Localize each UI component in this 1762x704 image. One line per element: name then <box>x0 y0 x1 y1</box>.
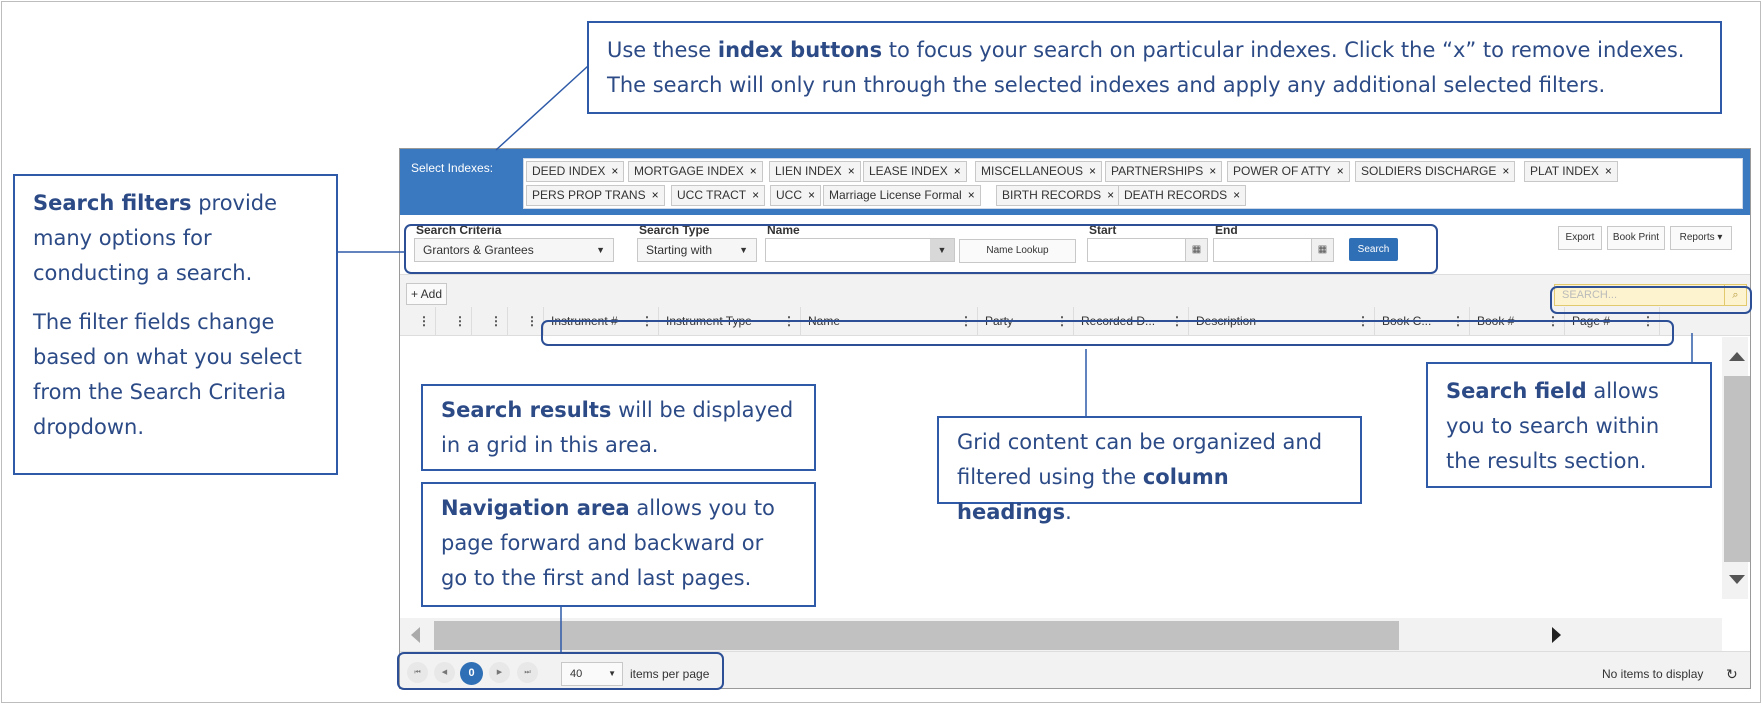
name-label: Name <box>767 223 800 237</box>
page-size-value: 40 <box>570 668 583 680</box>
column-label: Book C... <box>1382 314 1432 328</box>
chip-label: MORTGAGE INDEX <box>634 164 744 178</box>
close-icon[interactable]: × <box>1107 188 1115 202</box>
add-button[interactable]: + Add <box>406 283 447 305</box>
vertical-scrollbar[interactable] <box>1722 337 1748 599</box>
index-chip[interactable] <box>1524 161 1618 182</box>
chevron-down-icon: ▼ <box>739 245 748 255</box>
chip-label: PARTNERSHIPS <box>1111 164 1204 178</box>
callout-text: The filter fields change based on what you select from the Search Criteria dropdown. <box>33 310 302 439</box>
search-icon[interactable]: ⌕ <box>1724 285 1746 305</box>
refresh-icon[interactable]: ↻ <box>1726 666 1738 682</box>
column-menu-icon[interactable]: ⋮ <box>1547 314 1559 328</box>
column-label: Instrument # <box>551 314 618 328</box>
close-icon[interactable]: × <box>1502 164 1510 178</box>
scroll-up-icon[interactable] <box>1729 352 1745 361</box>
search-criteria-select[interactable] <box>414 238 614 262</box>
no-items-label: No items to display <box>1602 667 1704 681</box>
grid-toolbar <box>400 275 1750 307</box>
index-chip-box <box>523 158 1743 209</box>
close-icon[interactable]: × <box>752 188 760 202</box>
column-menu-icon[interactable]: ⋮ <box>508 307 544 336</box>
index-chip[interactable] <box>628 161 763 182</box>
column-menu-icon[interactable]: ⋮ <box>1642 314 1654 328</box>
column-menu-icon[interactable]: ⋮ <box>400 307 436 336</box>
close-icon[interactable]: × <box>808 188 816 202</box>
column-label: Book # <box>1477 314 1515 328</box>
callout-bold: Search field <box>1446 379 1587 403</box>
index-buttons-callout <box>587 21 1722 114</box>
search-type-select[interactable] <box>637 238 757 262</box>
name-lookup-button[interactable]: Name Lookup <box>959 239 1076 263</box>
search-button[interactable]: Search <box>1349 238 1398 261</box>
search-type-label: Search Type <box>639 223 710 237</box>
close-icon[interactable]: × <box>651 188 659 202</box>
column-menu-icon[interactable]: ⋮ <box>1452 314 1464 328</box>
search-type-value: Starting with <box>646 243 713 257</box>
callout-text: . <box>1065 500 1072 524</box>
chip-label: POWER OF ATTY <box>1233 164 1331 178</box>
callout-bold: Search results <box>441 398 612 422</box>
search-field-callout <box>1426 362 1712 488</box>
column-menu-icon[interactable]: ⋮ <box>783 314 795 328</box>
calendar-icon[interactable]: ▦ <box>1185 239 1207 261</box>
chevron-down-icon: ▼ <box>596 245 605 255</box>
callout-text: Grid content can be organized and filtered using the <box>957 430 1323 489</box>
index-chip[interactable] <box>975 161 1102 182</box>
pager <box>400 651 1750 689</box>
column-menu-icon[interactable]: ⋮ <box>1171 314 1183 328</box>
callout-bold: Navigation area <box>441 496 630 520</box>
column-label: Recorded D... <box>1081 314 1156 328</box>
index-chip[interactable] <box>770 185 821 206</box>
callout-text: will be displayed in a grid in this area. <box>441 398 794 457</box>
chip-label: UCC <box>776 188 802 202</box>
column-header-party[interactable] <box>978 307 1074 336</box>
column-menu-icon[interactable]: ⋮ <box>641 314 653 328</box>
chip-label: SOLDIERS DISCHARGE <box>1361 164 1497 178</box>
chip-label: LIEN INDEX <box>775 164 842 178</box>
column-menu-icon[interactable]: ⋮ <box>472 307 508 336</box>
chip-label: DEATH RECORDS <box>1124 188 1228 202</box>
scroll-down-icon[interactable] <box>1729 575 1745 584</box>
search-criteria-value: Grantors & Grantees <box>423 243 534 257</box>
search-placeholder: SEARCH... <box>1562 289 1618 301</box>
column-header-page-number[interactable] <box>1565 307 1660 336</box>
column-headings-callout <box>937 416 1362 524</box>
callout-text: provide many options for conducting a search. <box>33 191 278 285</box>
index-chip[interactable] <box>823 185 981 206</box>
column-menu-icon[interactable]: ⋮ <box>1357 314 1369 328</box>
start-label: Start <box>1089 223 1117 237</box>
index-chip[interactable] <box>1355 161 1515 182</box>
vertical-scroll-thumb[interactable] <box>1724 376 1750 562</box>
close-icon[interactable]: × <box>967 188 975 202</box>
page-size-select[interactable] <box>561 662 623 686</box>
column-header-name[interactable] <box>801 307 978 336</box>
chip-label: UCC TRACT <box>677 188 747 202</box>
search-filters-callout <box>13 174 338 475</box>
export-button[interactable]: Export <box>1558 226 1602 250</box>
horizontal-scrollbar[interactable] <box>400 618 1722 651</box>
column-header-instrument-number[interactable] <box>544 307 659 336</box>
last-page-icon[interactable]: ⏭ <box>517 662 538 683</box>
close-icon[interactable]: × <box>749 164 757 178</box>
chip-label: LEASE INDEX <box>869 164 948 178</box>
chevron-down-icon: ▼ <box>608 669 616 678</box>
index-bar <box>400 149 1750 215</box>
column-header-book-number[interactable] <box>1470 307 1565 336</box>
close-icon[interactable]: × <box>1089 164 1097 178</box>
chip-label: MISCELLANEOUS <box>981 164 1084 178</box>
grid-search-input[interactable] <box>1554 284 1747 306</box>
close-icon[interactable]: × <box>1209 164 1217 178</box>
index-chip[interactable] <box>863 161 967 182</box>
calendar-icon[interactable]: ▦ <box>1311 239 1333 261</box>
book-print-button[interactable]: Book Print <box>1607 226 1665 250</box>
column-menu-icon[interactable]: ⋮ <box>1056 314 1068 328</box>
horizontal-scroll-thumb[interactable] <box>434 621 1399 650</box>
chip-label: Marriage License Formal <box>829 188 962 202</box>
index-chip[interactable] <box>526 161 624 182</box>
column-label: Page # <box>1572 314 1611 328</box>
column-label: Instrument Type <box>666 314 752 328</box>
search-results-callout <box>421 384 816 471</box>
first-page-icon[interactable]: ⏮ <box>407 662 428 683</box>
end-date-input[interactable] <box>1213 238 1334 262</box>
start-date-input[interactable] <box>1087 238 1208 262</box>
callout-bold: column headings <box>957 465 1229 524</box>
search-criteria-label: Search Criteria <box>416 223 502 237</box>
chevron-down-icon[interactable]: ▼ <box>930 239 954 261</box>
search-filters <box>400 215 1750 275</box>
next-page-icon[interactable]: ▶ <box>489 662 510 683</box>
index-chip[interactable] <box>671 185 765 206</box>
column-header-description[interactable] <box>1189 307 1375 336</box>
close-icon[interactable]: × <box>1336 164 1344 178</box>
end-label: End <box>1215 223 1238 237</box>
column-menu-icon[interactable]: ⋮ <box>960 314 972 328</box>
chip-label: PLAT INDEX <box>1530 164 1599 178</box>
index-chip[interactable] <box>526 185 665 206</box>
column-menu-icon[interactable]: ⋮ <box>436 307 472 336</box>
close-icon[interactable]: × <box>611 164 619 178</box>
index-chip[interactable] <box>1118 185 1246 206</box>
index-chip[interactable] <box>769 161 861 182</box>
index-chip[interactable] <box>1227 161 1350 182</box>
callout-text: Use these <box>607 38 718 62</box>
current-page[interactable]: 0 <box>460 662 483 685</box>
column-label: Party <box>985 314 1014 328</box>
callout-text: The search will only run through the selected indexes and apply any additional selected filters. <box>607 73 1606 97</box>
callout-bold: Search filters <box>33 191 192 215</box>
index-chip[interactable] <box>996 185 1120 206</box>
column-label: Name <box>808 314 841 328</box>
callout-bold: index buttons <box>717 38 883 62</box>
grid-column-headers <box>400 307 1750 336</box>
chip-label: PERS PROP TRANS <box>532 188 646 202</box>
items-per-page-label: items per page <box>630 667 710 681</box>
select-indexes-label: Select Indexes: <box>411 161 494 175</box>
chip-label: DEED INDEX <box>532 164 606 178</box>
close-icon[interactable]: × <box>953 164 961 178</box>
close-icon[interactable]: × <box>1604 164 1612 178</box>
callout-text: allows you to page forward and backward or go to the first and last pages. <box>441 496 775 590</box>
column-header-recorded-date[interactable] <box>1074 307 1189 336</box>
close-icon[interactable]: × <box>847 164 855 178</box>
column-label: Description <box>1196 314 1257 328</box>
callout-text: allows you to search within the results section. <box>1446 379 1660 473</box>
reports-button[interactable]: Reports ▾ <box>1670 226 1732 250</box>
scroll-right-icon[interactable] <box>1552 627 1561 643</box>
scroll-left-icon[interactable] <box>411 627 420 643</box>
close-icon[interactable]: × <box>1233 188 1241 202</box>
index-chip[interactable] <box>1105 161 1222 182</box>
column-header-instrument-type[interactable] <box>659 307 801 336</box>
name-input[interactable] <box>765 238 955 262</box>
column-header-book-c[interactable] <box>1375 307 1470 336</box>
callout-text: to focus your search on particular indexes. Click the “x” to remove indexes. <box>882 38 1685 62</box>
chip-label: BIRTH RECORDS <box>1002 188 1102 202</box>
navigation-area-callout <box>421 482 816 607</box>
prev-page-icon[interactable]: ◀ <box>434 662 455 683</box>
